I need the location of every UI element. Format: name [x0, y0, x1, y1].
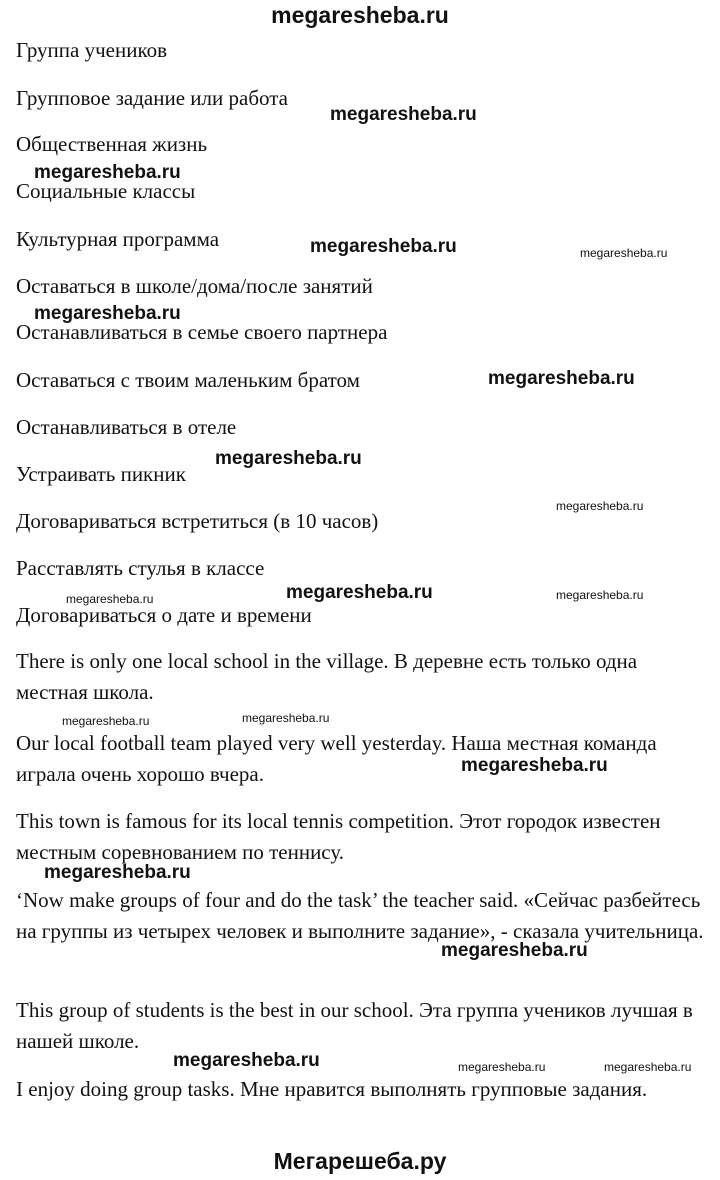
phrase-line: Групповое задание или работа [16, 86, 288, 110]
phrase-line: Устраивать пикник [16, 462, 186, 486]
watermark: megaresheba.ru [34, 303, 181, 324]
phrase-line: Оставаться в школе/дома/после занятий [16, 274, 373, 298]
watermark: megaresheba.ru [34, 162, 181, 183]
phrase-line: Оставаться с твоим маленьким братом [16, 368, 360, 392]
site-footer: Мегарешеба.ру [273, 1148, 447, 1174]
phrase-line: Договариваться о дате и времени [16, 603, 312, 627]
watermark: megaresheba.ru [461, 755, 608, 776]
phrase-line: Договариваться встретиться (в 10 часов) [16, 509, 379, 533]
phrase-line: Социальные классы [16, 179, 196, 203]
sentence-paragraph: This group of students is the best in our school. Эта группа учеников лучшая в нашей школе. [16, 998, 693, 1053]
watermark: megaresheba.ru [556, 499, 644, 513]
watermark: megaresheba.ru [66, 592, 154, 606]
watermark: megaresheba.ru [441, 940, 588, 961]
phrase-line: Останавливаться в семье своего партнера [16, 320, 388, 344]
phrase-line: Расставлять стулья в классе [16, 556, 265, 580]
watermark: megaresheba.ru [458, 1060, 546, 1074]
site-header: megaresheba.ru [271, 2, 449, 28]
watermark: megaresheba.ru [242, 711, 330, 725]
watermark: megaresheba.ru [215, 448, 362, 469]
sentence-paragraph: Our local football team played very well yesterday. Наша местная команда играла очень хорошо вчера. [16, 731, 657, 786]
watermark: megaresheba.ru [556, 588, 644, 602]
watermark: megaresheba.ru [286, 582, 433, 603]
watermark: megaresheba.ru [173, 1050, 320, 1071]
watermark: megaresheba.ru [488, 368, 635, 389]
sentence-paragraph: There is only one local school in the village. В деревне есть только одна местная школа. [16, 649, 638, 704]
watermark: megaresheba.ru [330, 104, 477, 125]
phrase-line: Группа учеников [16, 38, 167, 62]
watermark: megaresheba.ru [44, 862, 191, 883]
sentence-paragraph: ‘Now make groups of four and do the task’ the teacher said. «Сейчас разбейтесь на группы из четырех человек и выполните задание», - сказала учительница. [16, 888, 704, 943]
sentence-paragraph: I enjoy doing group tasks. Мне нравится выполнять групповые задания. [16, 1077, 648, 1101]
watermark: megaresheba.ru [310, 236, 457, 257]
watermark: megaresheba.ru [604, 1060, 692, 1074]
phrase-line: Общественная жизнь [16, 132, 208, 156]
watermark: megaresheba.ru [580, 246, 668, 260]
phrase-line: Культурная программа [16, 227, 220, 251]
watermark: megaresheba.ru [62, 714, 150, 728]
sentence-paragraph: This town is famous for its local tennis competition. Этот городок известен местным соревнованием по теннису. [16, 809, 661, 864]
phrase-line: Останавливаться в отеле [16, 415, 237, 439]
